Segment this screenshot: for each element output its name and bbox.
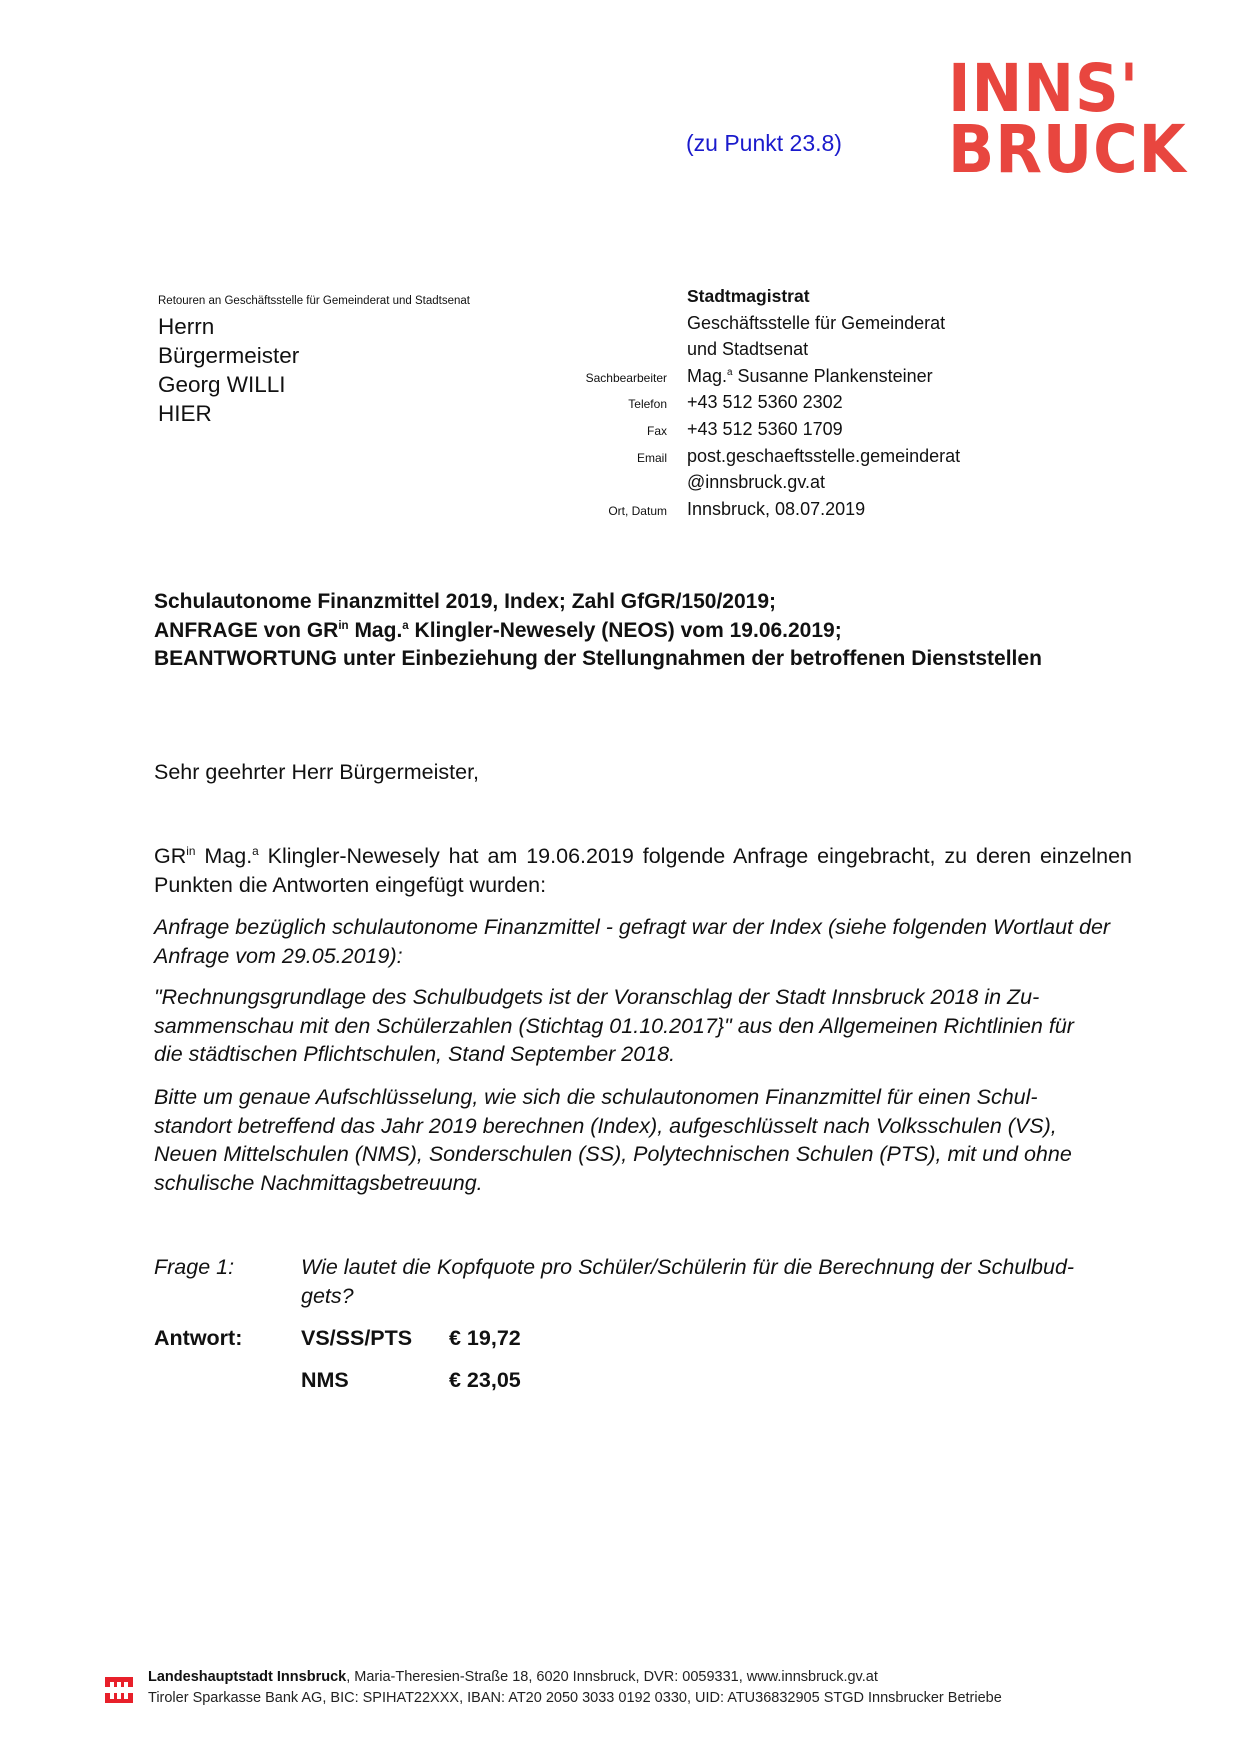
email-row xyxy=(560,446,1120,473)
school-type: NMS xyxy=(301,1367,349,1392)
clerk-label: Sachbearbeiter xyxy=(585,370,667,385)
per-capita-amount: € 19,72 xyxy=(449,1325,521,1350)
footer-org-name: Landeshauptstadt Innsbruck xyxy=(148,1669,347,1685)
agenda-reference-note: (zu Punkt 23.8) xyxy=(686,130,842,156)
sender-dept-row xyxy=(560,313,1120,340)
letter-subject xyxy=(154,588,1042,674)
email-label: Email xyxy=(636,450,667,465)
request-line: Bitte um genaue Aufschlüsselung, wie sich die schulautonomen Finanzmittel für einen Schul- xyxy=(154,1085,1038,1109)
return-address-line: Retouren an Geschäftsstelle für Gemeinderat und Stadtsenat xyxy=(158,295,470,307)
fax-label: Fax xyxy=(646,423,667,438)
clerk-name: Mag.$^a$ Susanne Plankensteiner xyxy=(687,365,933,386)
addressee-line: HIER xyxy=(158,401,212,426)
footer-address-line: Landeshauptstadt Innsbruck, Maria-Theresien-Straße 18, 6020 Innsbruck, DVR: 0059331, www.innsbruck.gv.at xyxy=(148,1669,878,1685)
addressee-line: Bürgermeister xyxy=(158,343,300,368)
sender-org-row xyxy=(560,286,1120,313)
subject-line-2: ANFRAGE von $GR^{in}$ Mag.$^a$ Klingler-Newesely (NEOS) vom 19.06.2019; xyxy=(154,618,842,642)
quote-line: "Rechnungsgrundlage des Schulbudgets ist der Voranschlag der Stadt Innsbruck 2018 in Zu- xyxy=(154,985,1040,1009)
addressee-line: Herrn xyxy=(158,314,215,339)
email-line-1: post.geschaeftsstelle.gemeinderat xyxy=(687,445,961,466)
answer-row xyxy=(154,1359,1134,1401)
sender-dept-line-2: und Stadtsenat xyxy=(687,339,809,360)
answer-label: Antwort: xyxy=(154,1325,243,1350)
request-paragraph xyxy=(154,1083,1132,1197)
email-line-2: @innsbruck.gv.at xyxy=(687,472,825,493)
answer-row xyxy=(154,1317,1134,1359)
phone-label: Telefon xyxy=(628,397,667,412)
innsbruck-logo xyxy=(948,50,1187,189)
email-row-cont xyxy=(560,472,1120,499)
clerk-row xyxy=(560,366,1120,393)
question-text: Wie lautet die Kopfquote pro Schüler/Schülerin für die Berechnung der Schulbud- gets? xyxy=(301,1255,1075,1308)
date-row xyxy=(560,499,1120,526)
school-type: VS/SS/PTS xyxy=(301,1325,413,1350)
question-row xyxy=(154,1253,1134,1311)
logo-line-1: INNS' xyxy=(948,50,1140,127)
subject-line-3: BEANTWORTUNG unter Einbeziehung der Stellungnahmen der betroffenen Dienststellen xyxy=(154,647,1042,670)
fax-row xyxy=(560,419,1120,446)
fax-number: +43 512 5360 1709 xyxy=(687,418,843,439)
addressee-block xyxy=(158,312,299,428)
sender-info-block xyxy=(560,286,1120,525)
logo-line-2: BRUCK xyxy=(948,111,1187,189)
request-line: standort betreffend das Jahr 2019 berechnen (Index), aufgeschlüsselt nach Volksschulen (VS), xyxy=(154,1113,1057,1138)
sender-dept-row xyxy=(560,339,1120,366)
request-line: schulische Nachmittagsbetreuung. xyxy=(154,1170,483,1195)
sender-org: Stadtmagistrat xyxy=(687,286,810,306)
intro-paragraph: $GR^{in}$ Mag.$^a$ Klingler-Newesely hat am 19.06.2019 folgende Anfrage eingebracht, zu deren einzelnen Punkten die Antworten eingefügt wurden: xyxy=(154,843,1132,897)
per-capita-amount: € 23,05 xyxy=(449,1367,521,1392)
quote-line: die städtischen Pflichtschulen, Stand September 2018. xyxy=(154,1042,676,1066)
letter-date: Innsbruck, 08.07.2019 xyxy=(687,498,866,519)
quoted-guideline-paragraph xyxy=(154,983,1132,1069)
phone-number: +43 512 5360 2302 xyxy=(687,392,843,413)
phone-row xyxy=(560,392,1120,419)
salutation: Sehr geehrter Herr Bürgermeister, xyxy=(154,760,480,784)
footer-bank-line: Tiroler Sparkasse Bank AG, BIC: SPIHAT22XXX, IBAN: AT20 2050 3033 0192 0330, UID: ATU36832905 STGD Innsbrucker Betriebe xyxy=(148,1690,1002,1706)
city-crest-icon xyxy=(104,1673,134,1709)
sender-dept-line-1: Geschäftsstelle für Gemeinderat xyxy=(687,312,946,333)
date-label: Ort, Datum xyxy=(608,503,667,518)
addressee-line: Georg WILLI xyxy=(158,372,286,397)
question-answer-block xyxy=(154,1253,1134,1401)
answer-list xyxy=(154,1317,1134,1401)
letter-footer xyxy=(148,1667,1002,1709)
inquiry-context-paragraph: Anfrage bezüglich schulautonome Finanzmittel - gefragt war der Index (siehe folgenden Wortlaut der Anfrage vom 29.05.2019): xyxy=(154,915,1111,968)
question-label: Frage 1: xyxy=(154,1255,235,1279)
quote-line: sammenschau mit den Schülerzahlen (Stichtag 01.10.2017}" aus den Allgemeinen Richtlinien für xyxy=(154,1013,1074,1038)
request-line: Neuen Mittelschulen (NMS), Sonderschulen (SS), Polytechnischen Schulen (PTS), mit und ohne xyxy=(154,1142,1072,1166)
subject-line-1: Schulautonome Finanzmittel 2019, Index; Zahl GfGR/150/2019; xyxy=(154,590,776,613)
